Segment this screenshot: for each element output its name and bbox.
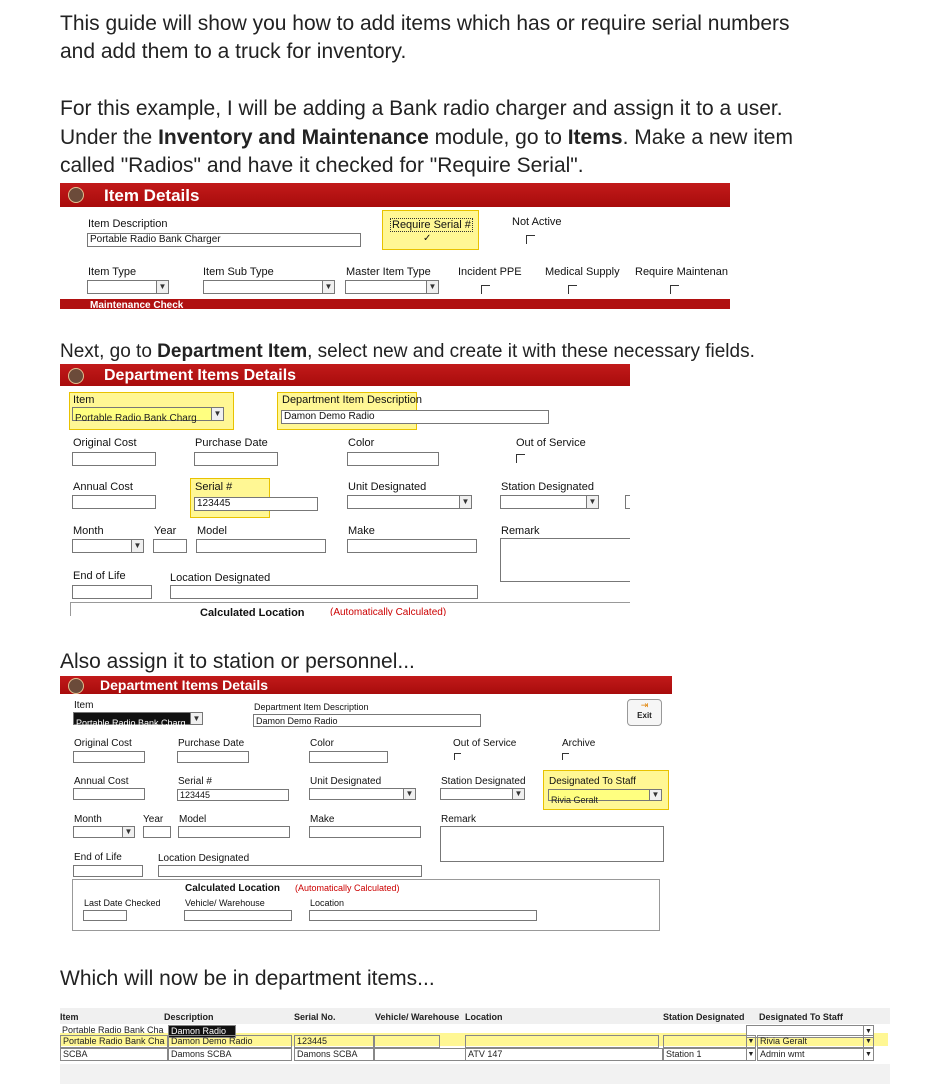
dept-desc-field[interactable]: Damon Demo Radio [281,410,549,424]
incident-ppe-label: Incident PPE [458,266,522,278]
location-designated-field[interactable] [158,865,422,877]
step1-line-3: called "Radios" and have it checked for "Require Serial". [60,154,584,177]
item-label: Item [73,394,95,406]
item-details-screenshot [60,183,730,309]
exit-icon: ⇥ [640,700,649,710]
vehicle-warehouse-label: Vehicle/ Warehouse [185,898,265,908]
purchase-date-field[interactable] [177,751,249,763]
item-type-select[interactable] [87,280,169,294]
original-cost-label: Original Cost [74,738,132,749]
end-of-life-field[interactable] [72,585,152,599]
annual-cost-label: Annual Cost [74,776,129,787]
dept-desc-label: Department Item Description [254,702,369,712]
item-select[interactable]: Portable Radio Bank Charg ▼ [73,712,203,725]
year-label: Year [143,814,164,825]
item-type-label: Item Type [88,266,137,278]
master-item-type-select[interactable] [345,280,439,294]
designated-staff-label: Designated To Staff [549,776,636,787]
item-description-label: Item Description [88,218,168,230]
color-field[interactable] [309,751,388,763]
make-label: Make [348,525,375,537]
grid-row2-description[interactable]: Damon Demo Radio [168,1035,292,1048]
chevron-down-icon: ▼ [426,281,438,293]
out-of-service-label: Out of Service [453,738,517,749]
grid-header-staff: Designated To Staff [759,1012,843,1022]
grid-row3-vehicle[interactable] [374,1048,466,1061]
location-field[interactable] [309,910,537,921]
not-active-label: Not Active [512,216,562,228]
station-designated-label: Station Designated [501,481,594,493]
require-maintenance-checkbox[interactable] [670,285,679,294]
grid-row1-item[interactable]: Portable Radio Bank Cha [62,1025,164,1035]
item-sub-type-label: Item Sub Type [203,266,274,278]
item-details-title: Item Details [104,186,200,205]
dept-logo-icon [68,368,84,384]
grid-row3-staff[interactable]: Admin wmt [757,1048,864,1061]
not-active-checkbox[interactable] [526,235,535,244]
dept-items-screenshot-2 [60,676,672,933]
month-label: Month [74,814,102,825]
chevron-down-icon[interactable]: ▼ [746,1048,756,1061]
chevron-down-icon: ▼ [122,827,134,837]
dept-items-grid-screenshot [60,1008,890,1084]
items-menu-name: Items [567,126,623,149]
chevron-down-icon: ▼ [512,789,524,799]
auto-calc-label: (Automatically Calculated) [330,607,447,616]
grid-row2-staff[interactable]: Rivia Geralt [757,1035,864,1048]
location-label: Location [310,898,345,908]
model-label: Model [197,525,227,537]
intro-line-1: This guide will show you how to add items which has or require serial numbers [60,12,790,35]
grid-header-description: Description [164,1012,214,1022]
month-select[interactable] [73,826,135,838]
make-field[interactable] [309,826,421,838]
step3-line: Also assign it to station or personnel... [60,650,415,673]
end-of-life-label: End of Life [74,852,122,863]
chevron-down-icon: ▼ [403,789,415,799]
color-field[interactable] [347,452,439,466]
require-serial-label: Require Serial # [392,219,471,231]
purchase-date-label: Purchase Date [178,738,245,749]
chevron-down-icon[interactable]: ▼ [863,1025,874,1038]
chevron-down-icon: ▼ [211,408,223,420]
incident-ppe-checkbox[interactable] [481,285,490,294]
last-date-checked-field[interactable] [83,910,127,921]
chevron-down-icon[interactable]: ▼ [746,1035,756,1048]
dept-desc-label: Department Item Description [282,394,422,406]
unit-designated-select[interactable] [309,788,416,800]
calculated-location-label: Calculated Location [185,883,281,894]
year-label: Year [154,525,177,537]
grid-row3-serial[interactable]: Damons SCBA [294,1048,374,1061]
location-designated-label: Location Designated [158,853,250,864]
chevron-down-icon: ▼ [156,281,168,293]
exit-button[interactable] [627,699,662,726]
department-item-name: Department Item [157,341,308,362]
archive-checkbox[interactable] [562,753,569,760]
dept-items-screenshot-1 [60,364,630,616]
dept-desc-field[interactable]: Damon Demo Radio [253,714,481,727]
master-item-type-label: Master Item Type [346,266,431,278]
purchase-date-label: Purchase Date [195,437,268,449]
color-label: Color [348,437,375,449]
annual-cost-field[interactable] [72,495,156,509]
out-of-service-checkbox[interactable] [516,454,525,463]
grid-row2-location[interactable] [465,1035,659,1048]
station-designated-select[interactable] [500,495,599,509]
remark-field[interactable] [440,826,664,862]
item-sub-type-select[interactable] [203,280,335,294]
grid-header-vehicle: Vehicle/ Warehouse [375,1012,460,1022]
archive-label: Archive [562,738,596,749]
step1-line-2: Under the Inventory and Maintenance module, go to Items. Make a new item [60,126,793,149]
dept-items-title-1: Department Items Details [104,367,297,384]
item-select[interactable]: Portable Radio Bank Charg ▼ [72,407,224,421]
require-maintenance-label: Require Maintenan [635,266,728,278]
remark-field[interactable] [500,538,630,582]
exit-label: Exit [637,711,652,720]
step4-line: Which will now be in department items... [60,967,435,990]
chevron-down-icon: ▼ [131,540,143,552]
remark-label: Remark [501,525,540,537]
designated-staff-select[interactable]: Rivia Geralt ▼ [548,789,662,801]
purchase-date-field[interactable] [194,452,278,466]
item-description-field[interactable]: Portable Radio Bank Charger [87,233,361,247]
grid-row3-location[interactable]: ATV 147 [465,1048,663,1061]
step1-line-1: For this example, I will be adding a Bank radio charger and assign it to a user. [60,97,783,120]
location-designated-field[interactable] [170,585,478,599]
remark-label: Remark [441,814,477,825]
require-serial-checkbox[interactable]: ✓ [423,233,432,244]
chevron-down-icon: ▼ [322,281,334,293]
dept-logo-icon [68,678,84,694]
last-date-checked-label: Last Date Checked [84,898,161,908]
make-label: Make [310,814,335,825]
serial-label: Serial # [178,776,212,787]
grid-row2-item[interactable]: Portable Radio Bank Cha [60,1035,168,1048]
grid-row1-description[interactable]: Damon Radio [168,1025,236,1038]
unit-designated-select[interactable] [347,495,472,509]
grid-header-station: Station Designated [663,1012,745,1022]
grid-header-serial: Serial No. [294,1012,336,1022]
dept-items-title-2: Department Items Details [100,677,269,693]
grid-row3-description[interactable]: Damons SCBA [168,1048,292,1061]
cut-off-field [625,495,630,509]
end-of-life-label: End of Life [73,570,126,582]
station-designated-label: Station Designated [441,776,526,787]
vehicle-warehouse-field[interactable] [184,910,292,921]
original-cost-field[interactable] [72,452,156,466]
calculated-location-label: Calculated Location [200,607,305,616]
unit-designated-label: Unit Designated [310,776,382,787]
out-of-service-label: Out of Service [516,437,586,449]
maintenance-check-bar: Maintenance Check [60,299,730,309]
grid-row2-vehicle[interactable] [374,1035,440,1048]
grid-empty-area [60,1064,890,1084]
grid-row2-serial[interactable]: 123445 [294,1035,374,1048]
intro-line-2: and add them to a truck for inventory. [60,40,407,63]
chevron-down-icon: ▼ [459,496,471,508]
model-label: Model [179,814,207,825]
location-designated-label: Location Designated [170,572,271,584]
serial-label: Serial # [195,481,233,493]
make-field[interactable] [347,539,477,553]
station-designated-select[interactable] [440,788,525,800]
original-cost-field[interactable] [73,751,145,763]
year-field[interactable] [143,826,171,838]
dept-items-titlebar-2 [60,676,672,694]
medical-supply-checkbox[interactable] [568,285,577,294]
original-cost-label: Original Cost [73,437,137,449]
annual-cost-label: Annual Cost [73,481,133,493]
auto-calc-label: (Automatically Calculated) [295,883,400,893]
model-field[interactable] [196,539,326,553]
chevron-down-icon: ▼ [190,713,202,724]
item-details-titlebar [60,183,730,207]
grid-row3-item[interactable]: SCBA [60,1048,168,1061]
chevron-down-icon[interactable]: ▼ [863,1048,874,1061]
serial-field[interactable]: 123445 [194,497,318,511]
month-label: Month [73,525,104,537]
serial-field[interactable]: 123445 [177,789,289,801]
module-name: Inventory and Maintenance [158,126,429,149]
grid-row3-station[interactable]: Station 1 [663,1048,747,1061]
grid-header-item: Item [60,1012,79,1022]
unit-designated-label: Unit Designated [348,481,427,493]
month-select[interactable] [72,539,144,553]
model-field[interactable] [178,826,290,838]
out-of-service-checkbox[interactable] [454,753,461,760]
dept-items-titlebar-1 [60,364,630,386]
chevron-down-icon: ▼ [586,496,598,508]
step2-line: Next, go to Department Item, select new and create it with these necessary fields. [60,341,755,362]
grid-row2-station[interactable] [663,1035,747,1048]
end-of-life-field[interactable] [73,865,143,877]
chevron-down-icon: ▼ [649,790,661,800]
year-field[interactable] [153,539,187,553]
grid-header-location: Location [465,1012,503,1022]
medical-supply-label: Medical Supply [545,266,620,278]
dept-logo-icon [68,187,84,203]
chevron-down-icon[interactable]: ▼ [863,1035,874,1048]
item-label: Item [74,700,94,711]
annual-cost-field[interactable] [73,788,145,800]
color-label: Color [310,738,334,749]
